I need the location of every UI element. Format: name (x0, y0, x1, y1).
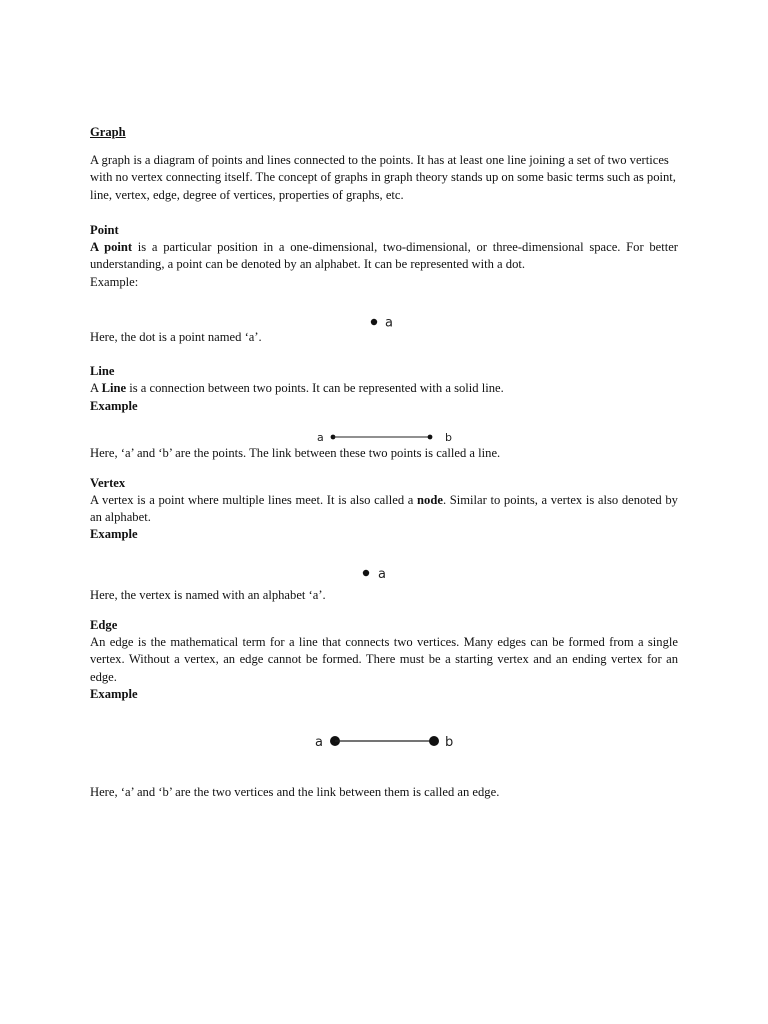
point-dot (371, 319, 377, 325)
vertex-body: . Similar to points, a vertex is also denoted by an alphabet. (90, 493, 678, 525)
edge-heading: Edge (90, 618, 118, 632)
line-pre: A (90, 381, 102, 395)
line-diagram (314, 427, 464, 447)
line-label-b: b (445, 431, 452, 444)
line-point-b (428, 435, 433, 440)
point-body: is a particular position in a one-dimensional, two-dimensional, or three-dimensional space. For better understanding, a point can be denoted by an alphabet. It can be represented with a dot. (90, 240, 679, 272)
line-term: Line (101, 381, 127, 395)
point-heading: Point (90, 223, 119, 237)
vertex-paragraph (90, 492, 678, 527)
vertex-dot (363, 570, 369, 576)
point-term: A point (90, 240, 133, 254)
edge-vertex-b (429, 736, 439, 746)
line-example-label: Example (90, 399, 138, 413)
point-caption: Here, the dot is a point named ‘a’. (90, 330, 262, 344)
edge-paragraph: An edge is the mathematical term for a line that connects two vertices. Many edges can be formed from a single vertex. Without a vertex, an edge cannot be formed. There must be a starting vertex and an ending vertex for an edge. (90, 635, 678, 684)
line-paragraph (90, 380, 678, 397)
vertex-figure (360, 563, 400, 583)
point-figure-label: a (385, 315, 393, 331)
edge-label-b: b (445, 735, 454, 750)
edge-label-a: a (315, 735, 323, 750)
vertex-pre: A vertex is a point where multiple lines meet. It is also called a (90, 493, 418, 507)
intro-paragraph: A graph is a diagram of points and lines connected to the points. It has at least one line joining a set of two vertices with no vertex connecting itself. The concept of graphs in graph theory stands up on some basic terms such as point, line, vertex, edge, degree of vertices, properties of graphs, etc. (90, 153, 676, 202)
vertex-figure-label: a (378, 567, 386, 582)
edge-figure (312, 728, 462, 754)
edge-diagram (312, 728, 462, 754)
vertex-caption: Here, the vertex is named with an alphabet ‘a’. (90, 588, 326, 602)
point-paragraph (90, 239, 678, 274)
edge-example-label: Example (90, 687, 138, 701)
vertex-term: node (417, 493, 443, 507)
line-label-a: a (317, 431, 324, 444)
vertex-diagram (360, 563, 400, 583)
line-body: is a connection between two points. It can be represented with a solid line. (126, 381, 504, 395)
vertex-heading: Vertex (90, 476, 126, 490)
vertex-example-label: Example (90, 527, 138, 541)
line-figure (314, 427, 464, 447)
page-title: Graph (90, 125, 126, 139)
line-heading: Line (90, 364, 115, 378)
edge-caption: Here, ‘a’ and ‘b’ are the two vertices and the link between them is called an edge. (90, 785, 500, 799)
point-example-label: Example: (90, 275, 139, 289)
line-caption: Here, ‘a’ and ‘b’ are the points. The link between these two points is called a line. (90, 446, 501, 460)
